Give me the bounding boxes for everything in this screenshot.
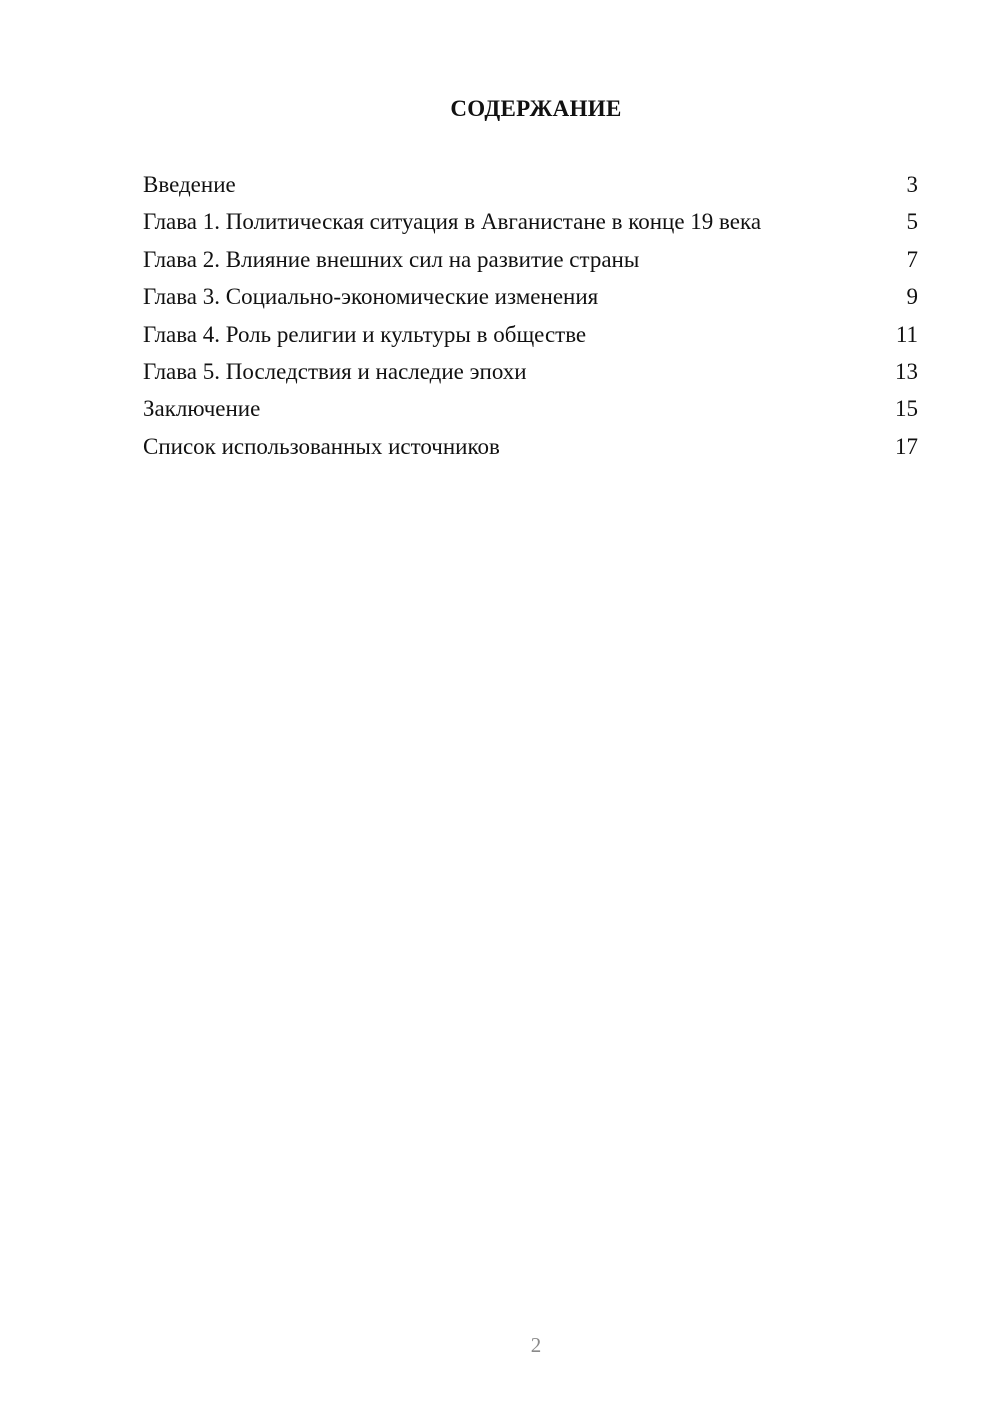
table-of-contents (143, 170, 918, 469)
toc-entry-page: 17 (895, 433, 918, 459)
toc-entry-title: Глава 2. Влияние внешних сил на развитие страны (143, 246, 640, 272)
toc-entry-title: Глава 3. Социально-экономические изменения (143, 284, 599, 310)
toc-entry-page: 5 (906, 209, 918, 235)
toc-entry-page: 11 (895, 321, 918, 347)
toc-entry-page: 7 (906, 246, 918, 272)
toc-entry-title: Глава 5. Последствия и наследие эпохи (143, 358, 527, 384)
toc-entry-chapter-5[interactable] (143, 357, 918, 394)
toc-entry-title: Глава 4. Роль религии и культуры в обществе (143, 321, 587, 347)
toc-entry-page: 9 (906, 284, 918, 310)
toc-entry-chapter-2[interactable] (143, 245, 918, 282)
toc-entry-title: Список использованных источников (143, 433, 500, 459)
toc-entry-references[interactable] (143, 432, 918, 469)
toc-entry-page: 15 (895, 396, 918, 422)
toc-entry-chapter-1[interactable] (143, 207, 918, 244)
toc-entry-chapter-4[interactable] (143, 320, 918, 357)
toc-entry-title: Заключение (143, 396, 261, 422)
toc-entry-introduction[interactable] (143, 170, 918, 207)
toc-entry-page: 3 (906, 172, 918, 197)
toc-entry-page: 13 (895, 358, 918, 384)
page-title: СОДЕРЖАНИЕ (450, 96, 622, 121)
page-number: 2 (530, 1333, 542, 1357)
toc-entry-conclusion[interactable] (143, 394, 918, 431)
toc-entry-title: Введение (143, 172, 236, 197)
toc-entry-chapter-3[interactable] (143, 282, 918, 319)
toc-entry-title: Глава 1. Политическая ситуация в Авганистане в конце 19 века (143, 209, 762, 235)
